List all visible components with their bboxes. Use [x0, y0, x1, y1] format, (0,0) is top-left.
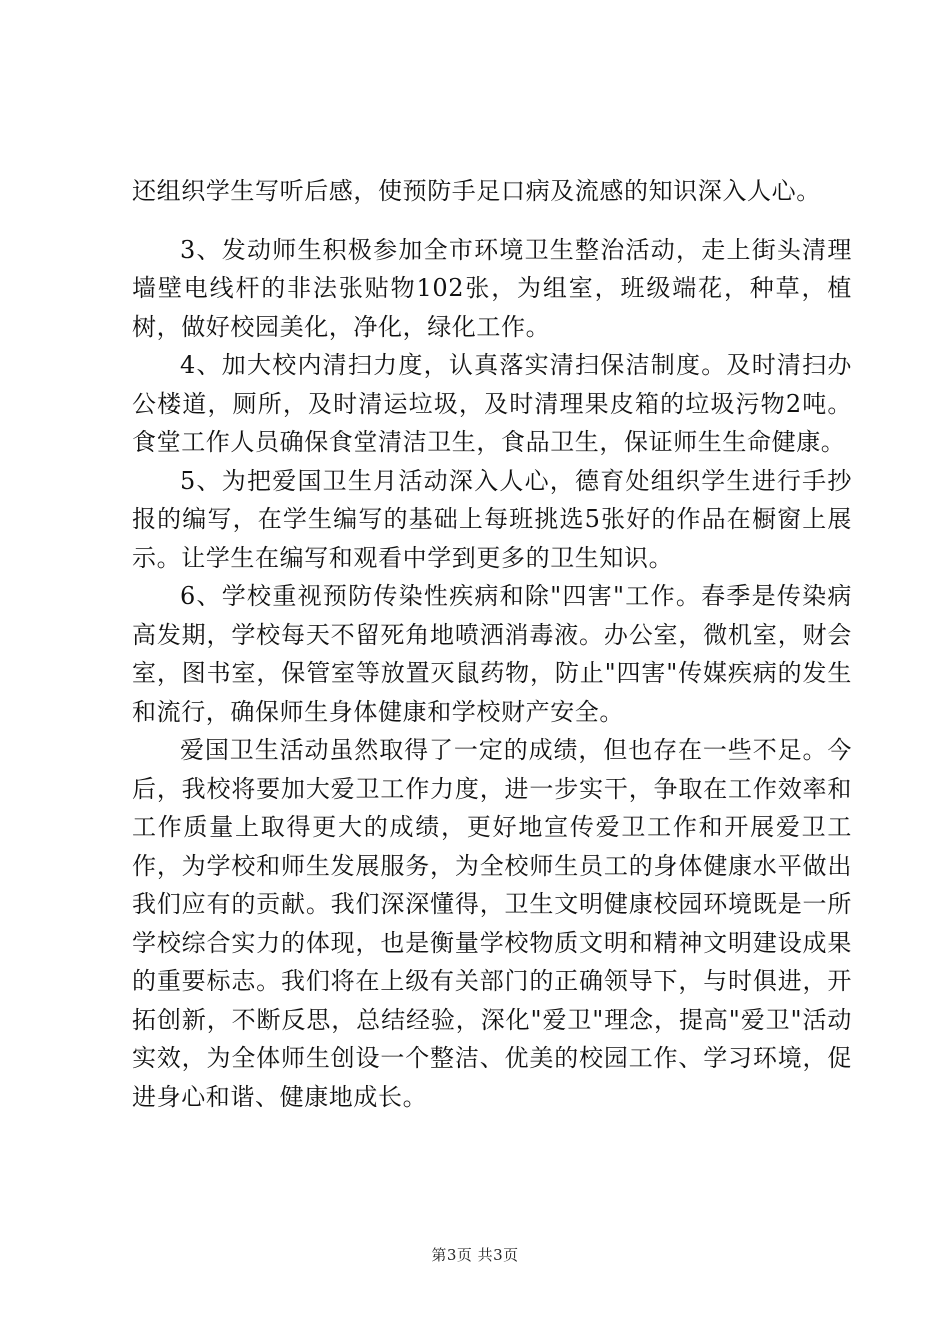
paragraph-item-3: 3、发动师生积极参加全市环境卫生整治活动，走上街头清理墙壁电线杆的非法张贴物102张，为组室，班级端花，种草，植树，做好校园美化，净化，绿化工作。 — [132, 235, 852, 341]
paragraph-item-5: 5、为把爱国卫生月活动深入人心，德育处组织学生进行手抄报的编写，在学生编写的基础上每班挑选5张好的作品在橱窗上展示。让学生在编写和观看中学到更多的卫生知识。 — [132, 466, 852, 572]
paragraph-item-4: 4、加大校内清扫力度，认真落实清扫保洁制度。及时清扫办公楼道，厕所，及时清运垃圾，及时清理果皮箱的垃圾污物2吨。食堂工作人员确保食堂清洁卫生，食品卫生，保证师生生命健康。 — [132, 351, 852, 456]
document-body — [132, 172, 852, 1116]
page-number-footer: 第3页 共3页 — [431, 1246, 519, 1264]
paragraph-item-6: 6、学校重视预防传染性疾病和除"四害"工作。春季是传染病高发期，学校每天不留死角地喷洒消毒液。办公室，微机室，财会室，图书室，保管室等放置灭鼠药物，防止"四害"传媒疾病的发生和流行，确保师生身体健康和学校财产安全。 — [132, 582, 852, 726]
paragraph-continuation: 还组织学生写听后感，使预防手足口病及流感的知识深入人心。 — [132, 177, 821, 205]
paragraph-conclusion: 爱国卫生活动虽然取得了一定的成绩，但也存在一些不足。今后，我校将要加大爱卫工作力度，进一步实干，争取在工作效率和工作质量上取得更大的成绩，更好地宣传爱卫工作和开展爱卫工作，为学校和师生发展服务，为全校师生员工的身体健康水平做出我们应有的贡献。我们深深懂得，卫生文明健康校园环境既是一所学校综合实力的体现，也是衡量学校物质文明和精神文明建设成果的重要标志。我们将在上级有关部门的正确领导下，与时俱进，开拓创新，不断反思，总结经验，深化"爱卫"理念，提高"爱卫"活动实效，为全体师生创设一个整洁、优美的校园工作、学习环境，促进身心和谐、健康地成长。 — [132, 736, 852, 1111]
